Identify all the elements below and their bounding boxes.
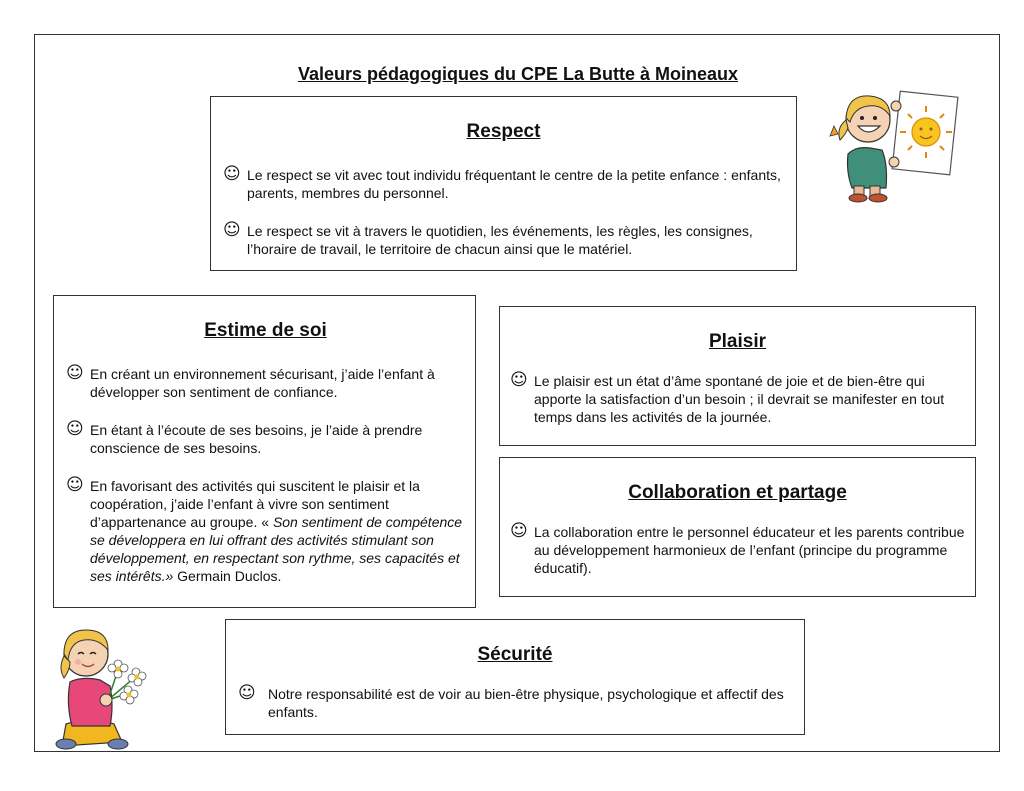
quote-text: Son sentiment de compétence se développera en lui offrant des activités stimulant son développement, en respectant son rythme, ses capacités et ses intérêts.» (90, 514, 463, 584)
section-collaboration-et-partage (499, 457, 976, 597)
list-item (66, 421, 465, 457)
smiley-face-icon: ☺ (66, 419, 84, 439)
quote-author: Germain Duclos. (177, 568, 282, 584)
smiley-face-icon: ☺ (510, 521, 528, 541)
list-item (510, 372, 965, 426)
girl-holding-sun-drawing-icon (826, 84, 962, 204)
section-heading-plaisir: Plaisir (708, 331, 767, 352)
smiley-face-icon: ☺ (223, 164, 241, 184)
girl-with-flowers-icon (52, 620, 164, 754)
section-estime-de-soi (53, 295, 476, 608)
smiley-face-icon: ☺ (223, 220, 241, 240)
smiley-face-icon: ☺ (66, 363, 84, 383)
item-text: En créant un environnement sécurisant, j’aide l’enfant à développer son sentiment de confiance. (90, 366, 435, 400)
list-item (238, 685, 792, 721)
list-item (223, 166, 784, 202)
page-title: Valeurs pédagogiques du CPE La Butte à Moineaux (297, 64, 739, 84)
smiley-face-icon: ☺ (238, 683, 256, 703)
item-text: Le plaisir est un état d’âme spontané de joie et de bien-être qui apporte la satisfaction d’un besoin ; il devrait se manifester en tout temps dans les activités de la journée. (534, 373, 945, 425)
section-plaisir (499, 306, 976, 446)
list-item (223, 222, 784, 258)
list-item (66, 477, 465, 585)
list-item (510, 523, 965, 577)
section-heading-securite: Sécurité (477, 644, 553, 665)
item-text: En favorisant des activités qui suscitent le plaisir et la coopération, j’aide l’enfant à vivre son sentiment d’appartenance au groupe. « (90, 478, 420, 530)
item-text: En étant à l’écoute de ses besoins, je l’aide à prendre conscience de ses besoins. (90, 422, 423, 456)
smiley-face-icon: ☺ (510, 370, 528, 390)
section-heading-estime-de-soi: Estime de soi (204, 320, 327, 341)
section-respect (210, 96, 797, 271)
item-text: Le respect se vit à travers le quotidien, les événements, les règles, les consignes, l’horaire de travail, le territoire de chacun ainsi que le matériel. (247, 223, 753, 257)
item-text: La collaboration entre le personnel éducateur et les parents contribue au développement harmonieux de l’enfant (principe du programme éducatif). (534, 524, 965, 576)
item-text: Notre responsabilité est de voir au bien-être physique, psychologique et affectif des enfants. (268, 686, 784, 720)
smiley-face-icon: ☺ (66, 475, 84, 495)
section-securite (225, 619, 805, 735)
item-text: Le respect se vit avec tout individu fréquentant le centre de la petite enfance : enfants, parents, membres du personnel. (247, 167, 781, 201)
section-heading-collaboration: Collaboration et partage (628, 482, 847, 503)
list-item (66, 365, 465, 401)
section-heading-respect: Respect (466, 121, 541, 142)
